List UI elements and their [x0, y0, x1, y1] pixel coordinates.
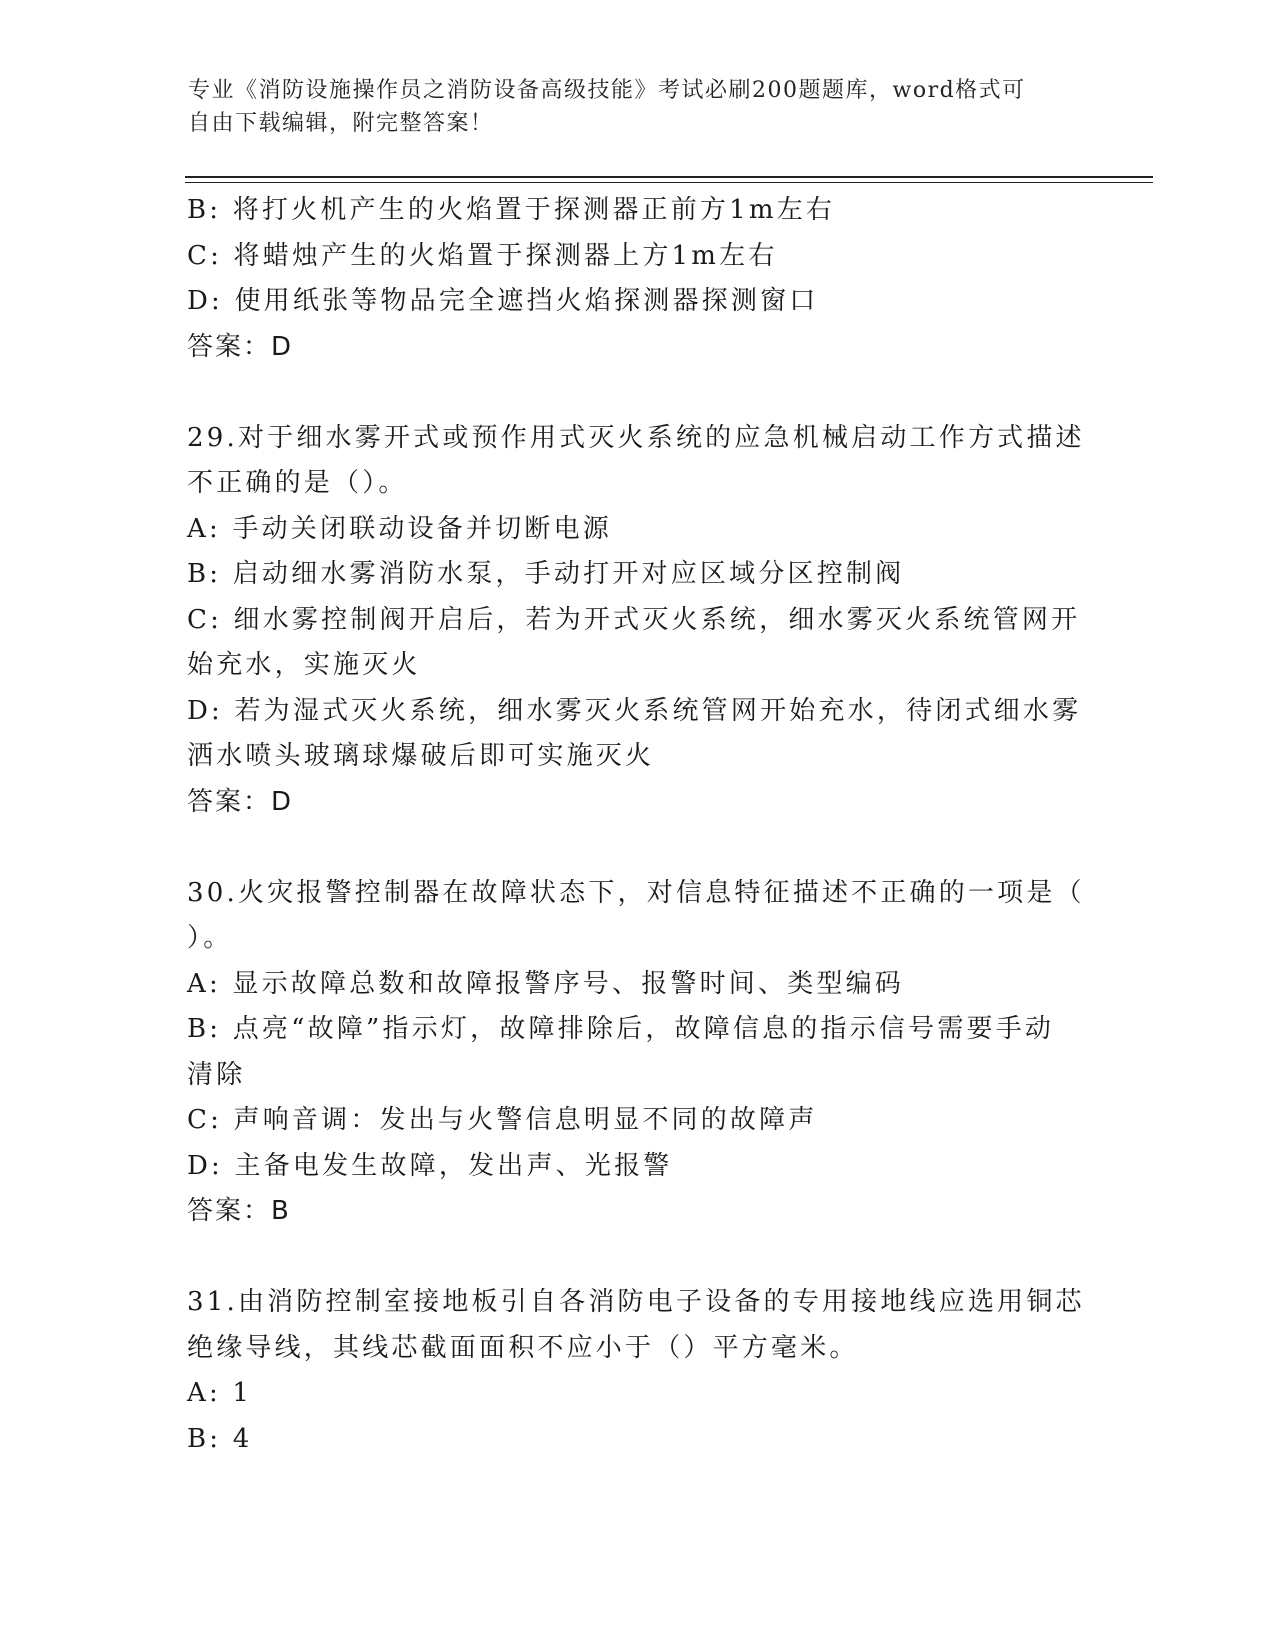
option-d-cont: 洒水喷头玻璃球爆破后即可实施灭火: [187, 741, 655, 771]
answer: 答案：B: [187, 1196, 291, 1226]
header-rule-thin: [185, 182, 1153, 183]
question-stem-cont: ）。: [187, 923, 233, 953]
option-b: B: 点亮“故障”指示灯，故障排除后，故障信息的指示信号需要手动: [187, 1014, 1055, 1044]
question-stem: 30.火灾报警控制器在故障状态下，对信息特征描述不正确的一项是（: [187, 877, 1085, 908]
question-29: [187, 416, 1087, 826]
question-31: [187, 1280, 1087, 1462]
question-list: [187, 188, 1087, 1462]
question-30: [187, 871, 1087, 1235]
option-b: B: 4: [187, 1423, 253, 1454]
answer: 答案：D: [187, 786, 294, 817]
option-c: C: 声响音调：发出与火警信息明显不同的故障声: [187, 1105, 818, 1135]
option-a: A: 显示故障总数和故障报警序号、报警时间、类型编码: [187, 968, 905, 999]
header-rule-thick: [185, 176, 1153, 178]
header-line-2: 自由下载编辑，附完整答案！: [188, 111, 494, 136]
header-line-1: 专业《消防设施操作员之消防设备高级技能》考试必刷200题题库，word格式可: [188, 78, 1026, 103]
option-c: C: 将蜡烛产生的火焰置于探测器上方1m左右: [187, 240, 778, 271]
option-a: A: 1: [187, 1378, 253, 1408]
question-stem-cont: 不正确的是（）。: [187, 468, 408, 498]
option-c: C: 细水雾控制阀开启后，若为开式灭火系统，细水雾灭火系统管网开: [187, 604, 1081, 635]
document-header: [188, 74, 1068, 140]
question-stem: 31.由消防控制室接地板引自各消防电子设备的专用接地线应选用铜芯: [187, 1287, 1085, 1317]
option-b: B: 将打火机产生的火焰置于探测器正前方1m左右: [187, 195, 836, 225]
option-b-cont: 清除: [187, 1059, 246, 1090]
question-stem-cont: 绝缘导线，其线芯截面面积不应小于（）平方毫米。: [187, 1332, 859, 1363]
option-a: A: 手动关闭联动设备并切断电源: [187, 513, 613, 544]
question-28: [187, 188, 1087, 370]
option-b: B: 启动细水雾消防水泵，手动打开对应区域分区控制阀: [187, 559, 905, 589]
option-d: D: 使用纸张等物品完全遮挡火焰探测器探测窗口: [187, 286, 819, 316]
option-d: D: 若为湿式灭火系统，细水雾灭火系统管网开始充水，待闭式细水雾: [187, 695, 1082, 726]
option-c-cont: 始充水，实施灭火: [187, 650, 421, 680]
question-stem: 29.对于细水雾开式或预作用式灭火系统的应急机械启动工作方式描述: [187, 422, 1085, 453]
option-d: D: 主备电发生故障，发出声、光报警: [187, 1150, 673, 1181]
answer: 答案：D: [187, 331, 294, 362]
